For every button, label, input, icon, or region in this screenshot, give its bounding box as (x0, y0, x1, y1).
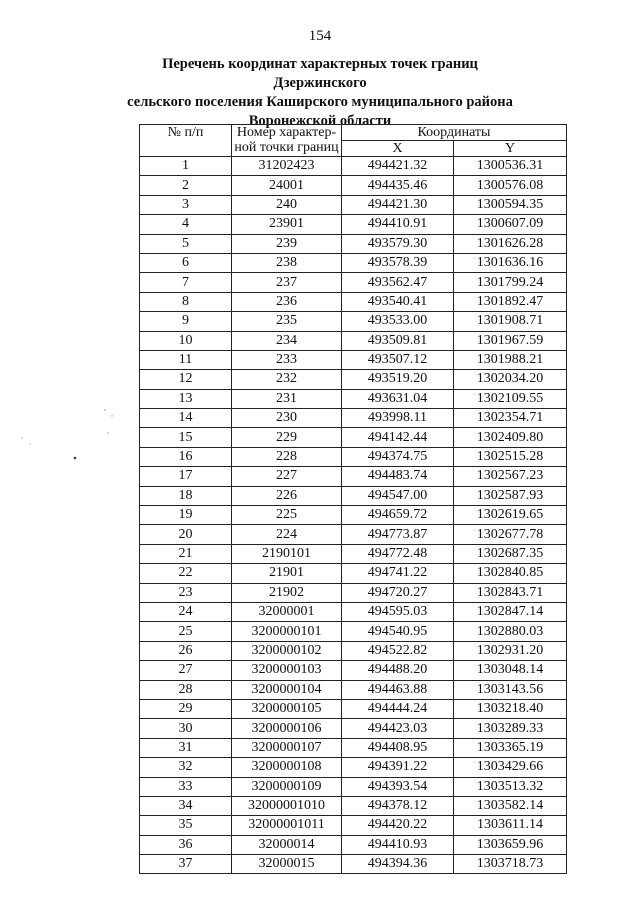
table-row (140, 486, 567, 505)
cell-coord-x: 494410.93 (342, 835, 454, 854)
cell-coord-x: 494547.00 (342, 486, 454, 505)
cell-point-number: 3200000106 (232, 719, 342, 738)
cell-coord-y: 1303218.40 (454, 699, 567, 718)
table-row (140, 292, 567, 311)
page-number: 154 (308, 28, 332, 44)
table-row (140, 176, 567, 195)
table-row (140, 428, 567, 447)
table-row (140, 796, 567, 815)
cell-point-number: 21901 (232, 564, 342, 583)
cell-row-number: 25 (140, 622, 232, 641)
title-line-1: Перечень координат характерных точек границ Дзержинского (162, 56, 478, 91)
cell-coord-y: 1301636.16 (454, 253, 567, 272)
table-header (140, 125, 567, 157)
cell-row-number: 37 (140, 855, 232, 874)
table-row (140, 331, 567, 350)
cell-coord-y: 1302847.14 (454, 602, 567, 621)
cell-coord-y: 1302109.55 (454, 389, 567, 408)
table-row (140, 583, 567, 602)
table-row (140, 544, 567, 563)
table-row (140, 195, 567, 214)
table-row (140, 409, 567, 428)
cell-coord-y: 1303289.33 (454, 719, 567, 738)
cell-row-number: 10 (140, 331, 232, 350)
cell-row-number: 18 (140, 486, 232, 505)
cell-coord-x: 493540.41 (342, 292, 454, 311)
cell-point-number: 239 (232, 234, 342, 253)
cell-point-number: 3200000109 (232, 777, 342, 796)
table-row (140, 234, 567, 253)
cell-coord-y: 1303365.19 (454, 738, 567, 757)
table-row (140, 835, 567, 854)
cell-row-number: 11 (140, 350, 232, 369)
cell-coord-y: 1302587.93 (454, 486, 567, 505)
cell-point-number: 32000015 (232, 855, 342, 874)
cell-coord-y: 1302840.85 (454, 564, 567, 583)
cell-row-number: 8 (140, 292, 232, 311)
cell-coord-x: 494421.32 (342, 157, 454, 176)
cell-row-number: 21 (140, 544, 232, 563)
cell-point-number: 227 (232, 467, 342, 486)
title-line-2: сельского поселения Каширского муниципального района (127, 94, 513, 110)
table-row (140, 389, 567, 408)
table-row (140, 855, 567, 874)
cell-coord-x: 493579.30 (342, 234, 454, 253)
cell-coord-y: 1300607.09 (454, 215, 567, 234)
cell-coord-y: 1302687.35 (454, 544, 567, 563)
table-row (140, 777, 567, 796)
cell-coord-x: 493578.39 (342, 253, 454, 272)
header-x: X (342, 141, 454, 157)
cell-row-number: 13 (140, 389, 232, 408)
cell-coord-y: 1302515.28 (454, 447, 567, 466)
cell-row-number: 2 (140, 176, 232, 195)
cell-coord-y: 1303611.14 (454, 816, 567, 835)
cell-point-number: 32000001010 (232, 796, 342, 815)
cell-coord-y: 1300576.08 (454, 176, 567, 195)
table-row (140, 699, 567, 718)
cell-row-number: 19 (140, 506, 232, 525)
cell-row-number: 31 (140, 738, 232, 757)
table-row (140, 253, 567, 272)
table-row (140, 525, 567, 544)
cell-coord-x: 494410.91 (342, 215, 454, 234)
table-row (140, 215, 567, 234)
cell-row-number: 32 (140, 758, 232, 777)
table-row (140, 312, 567, 331)
cell-row-number: 33 (140, 777, 232, 796)
table-row (140, 738, 567, 757)
cell-point-number: 224 (232, 525, 342, 544)
table-row (140, 370, 567, 389)
header-y: Y (454, 141, 567, 157)
table-row (140, 157, 567, 176)
cell-row-number: 14 (140, 409, 232, 428)
coordinates-table (139, 124, 567, 874)
cell-coord-y: 1302619.65 (454, 506, 567, 525)
table-row (140, 273, 567, 292)
cell-coord-x: 494444.24 (342, 699, 454, 718)
cell-coord-y: 1300594.35 (454, 195, 567, 214)
cell-row-number: 28 (140, 680, 232, 699)
cell-row-number: 5 (140, 234, 232, 253)
cell-point-number: 230 (232, 409, 342, 428)
cell-point-number: 3200000104 (232, 680, 342, 699)
cell-coord-x: 494659.72 (342, 506, 454, 525)
cell-point-number: 3200000102 (232, 641, 342, 660)
document-title (120, 55, 520, 131)
cell-coord-x: 494408.95 (342, 738, 454, 757)
cell-row-number: 20 (140, 525, 232, 544)
cell-point-number: 32000001 (232, 602, 342, 621)
cell-coord-x: 494423.03 (342, 719, 454, 738)
cell-row-number: 36 (140, 835, 232, 854)
table-row (140, 641, 567, 660)
cell-row-number: 27 (140, 661, 232, 680)
cell-coord-y: 1303718.73 (454, 855, 567, 874)
cell-coord-x: 494483.74 (342, 467, 454, 486)
cell-row-number: 23 (140, 583, 232, 602)
cell-coord-y: 1302880.03 (454, 622, 567, 641)
cell-point-number: 21902 (232, 583, 342, 602)
cell-coord-y: 1303429.66 (454, 758, 567, 777)
cell-row-number: 6 (140, 253, 232, 272)
header-row-number: № п/п (140, 125, 232, 157)
cell-row-number: 35 (140, 816, 232, 835)
cell-coord-x: 494435.46 (342, 176, 454, 195)
cell-coord-y: 1302354.71 (454, 409, 567, 428)
cell-row-number: 9 (140, 312, 232, 331)
table-row (140, 467, 567, 486)
cell-point-number: 236 (232, 292, 342, 311)
cell-coord-x: 493519.20 (342, 370, 454, 389)
cell-row-number: 30 (140, 719, 232, 738)
header-coordinates: Координаты (342, 125, 567, 141)
cell-point-number: 240 (232, 195, 342, 214)
table-row (140, 506, 567, 525)
header-point-number (232, 125, 342, 157)
cell-point-number: 3200000105 (232, 699, 342, 718)
table-row (140, 816, 567, 835)
cell-coord-x: 493562.47 (342, 273, 454, 292)
cell-coord-y: 1303513.32 (454, 777, 567, 796)
cell-coord-y: 1302409.80 (454, 428, 567, 447)
cell-coord-x: 494773.87 (342, 525, 454, 544)
cell-coord-x: 494421.30 (342, 195, 454, 214)
cell-point-number: 235 (232, 312, 342, 331)
cell-point-number: 231 (232, 389, 342, 408)
cell-row-number: 26 (140, 641, 232, 660)
cell-coord-x: 494142.44 (342, 428, 454, 447)
cell-row-number: 17 (140, 467, 232, 486)
table-row (140, 622, 567, 641)
cell-coord-x: 493631.04 (342, 389, 454, 408)
cell-point-number: 225 (232, 506, 342, 525)
cell-row-number: 22 (140, 564, 232, 583)
cell-row-number: 16 (140, 447, 232, 466)
cell-coord-x: 494394.36 (342, 855, 454, 874)
cell-point-number: 3200000101 (232, 622, 342, 641)
cell-coord-y: 1302034.20 (454, 370, 567, 389)
cell-point-number: 238 (232, 253, 342, 272)
scan-specks (0, 400, 120, 480)
cell-point-number: 31202423 (232, 157, 342, 176)
cell-row-number: 24 (140, 602, 232, 621)
table-body (140, 157, 567, 874)
cell-coord-y: 1301799.24 (454, 273, 567, 292)
table-row (140, 758, 567, 777)
cell-coord-y: 1303659.96 (454, 835, 567, 854)
cell-row-number: 7 (140, 273, 232, 292)
cell-coord-x: 494772.48 (342, 544, 454, 563)
cell-point-number: 237 (232, 273, 342, 292)
header-point-number-line-1: Номер характер- (236, 125, 337, 140)
header-point-number-line-2: ной точки границ (234, 140, 339, 155)
cell-coord-x: 493509.81 (342, 331, 454, 350)
cell-coord-y: 1300536.31 (454, 157, 567, 176)
table-row (140, 719, 567, 738)
cell-point-number: 32000001011 (232, 816, 342, 835)
cell-row-number: 34 (140, 796, 232, 815)
cell-coord-y: 1303582.14 (454, 796, 567, 815)
cell-coord-x: 494420.22 (342, 816, 454, 835)
cell-row-number: 29 (140, 699, 232, 718)
cell-row-number: 15 (140, 428, 232, 447)
table-row (140, 564, 567, 583)
cell-row-number: 12 (140, 370, 232, 389)
table-row (140, 680, 567, 699)
cell-point-number: 232 (232, 370, 342, 389)
cell-point-number: 3200000107 (232, 738, 342, 757)
cell-coord-y: 1302931.20 (454, 641, 567, 660)
cell-coord-x: 494595.03 (342, 602, 454, 621)
cell-coord-y: 1303048.14 (454, 661, 567, 680)
cell-point-number: 233 (232, 350, 342, 369)
cell-point-number: 24001 (232, 176, 342, 195)
cell-coord-x: 494522.82 (342, 641, 454, 660)
cell-coord-x: 494391.22 (342, 758, 454, 777)
cell-coord-y: 1301892.47 (454, 292, 567, 311)
cell-row-number: 3 (140, 195, 232, 214)
cell-coord-x: 494720.27 (342, 583, 454, 602)
cell-coord-x: 494741.22 (342, 564, 454, 583)
cell-point-number: 3200000103 (232, 661, 342, 680)
cell-point-number: 234 (232, 331, 342, 350)
cell-coord-y: 1303143.56 (454, 680, 567, 699)
cell-coord-y: 1302843.71 (454, 583, 567, 602)
cell-row-number: 1 (140, 157, 232, 176)
cell-coord-x: 494393.54 (342, 777, 454, 796)
table-row (140, 447, 567, 466)
table-row (140, 350, 567, 369)
cell-point-number: 23901 (232, 215, 342, 234)
cell-coord-x: 493507.12 (342, 350, 454, 369)
cell-coord-x: 494374.75 (342, 447, 454, 466)
cell-coord-y: 1302567.23 (454, 467, 567, 486)
cell-coord-y: 1301908.71 (454, 312, 567, 331)
cell-coord-x: 494488.20 (342, 661, 454, 680)
cell-coord-x: 494540.95 (342, 622, 454, 641)
title-line-3: Воронежской области (248, 113, 392, 129)
cell-coord-y: 1301967.59 (454, 331, 567, 350)
cell-coord-y: 1301626.28 (454, 234, 567, 253)
cell-point-number: 228 (232, 447, 342, 466)
cell-coord-x: 494378.12 (342, 796, 454, 815)
cell-point-number: 226 (232, 486, 342, 505)
cell-point-number: 32000014 (232, 835, 342, 854)
cell-coord-y: 1302677.78 (454, 525, 567, 544)
cell-row-number: 4 (140, 215, 232, 234)
cell-point-number: 229 (232, 428, 342, 447)
cell-coord-x: 493533.00 (342, 312, 454, 331)
cell-point-number: 2190101 (232, 544, 342, 563)
table-row (140, 602, 567, 621)
cell-coord-x: 493998.11 (342, 409, 454, 428)
table-row (140, 661, 567, 680)
cell-coord-x: 494463.88 (342, 680, 454, 699)
cell-coord-y: 1301988.21 (454, 350, 567, 369)
cell-point-number: 3200000108 (232, 758, 342, 777)
